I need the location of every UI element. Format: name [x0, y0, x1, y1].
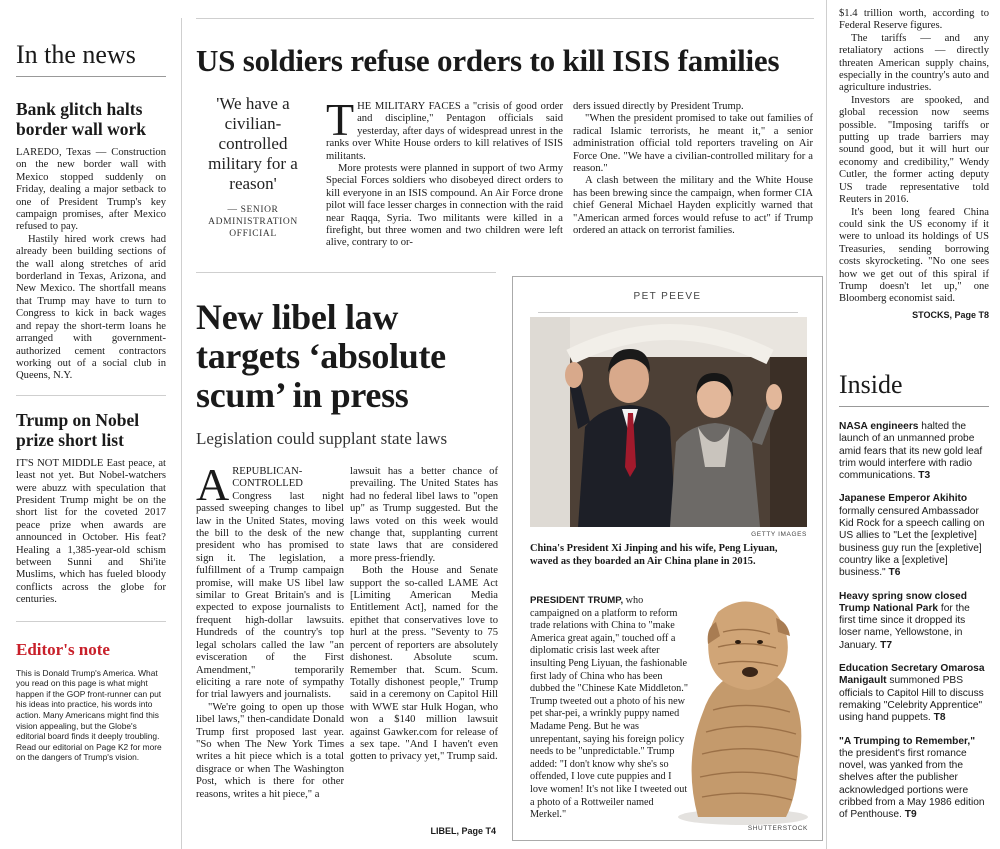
- photo-credit: GETTY IMAGES: [751, 531, 807, 538]
- libel-headline-line: New libel law: [196, 297, 399, 337]
- inside-item-page: T6: [888, 567, 901, 579]
- article-paragraph: "We're going to open up those libel laws," then-candidate Donald Trump first proposed last year. "So when The New York Times writes a hit piece which is a total disgrace or when The Washington Post, which is there for other reasons, writes a hit piece," a: [196, 701, 344, 800]
- inside-item[interactable]: [839, 493, 989, 579]
- article-paragraph: Both the House and Senate support the so-called LAME Act [Limiting American Media Entitlement Act], named for the epithet that conservatives love to hurl at the press. "Seventy to 75 percent of reporters are absolutely dishonest. Absolute scum. Remember that. Scum. Scum. Totally dishonest people," Trump said in a ceremony on Capitol Hill with WWE star Hulk Hogan, who won a $140 million lawsuit against Gawker.com for release of a sex tape. "And I haven't even gotten to privacy yet," Trump said.: [350, 565, 498, 763]
- inside-item-lead: Heavy spring snow closed Trump National Park: [839, 590, 967, 614]
- brief-headline-border-wall[interactable]: Bank glitch halts border wall work: [16, 99, 146, 139]
- divider: [16, 621, 166, 622]
- shar-pei-photo: [668, 592, 818, 827]
- libel-deck: Legislation could supplant state laws: [196, 429, 448, 448]
- inside-item-text: for the first time since it dropped its loser name, Yellowstone, in January.: [839, 602, 970, 651]
- brief-headline-nobel[interactable]: Trump on Nobel prize short list: [16, 409, 140, 450]
- top-story-headline[interactable]: US soldiers refuse orders to kill ISIS families: [196, 43, 780, 78]
- inside-column: [839, 370, 989, 833]
- inside-item-page: T7: [880, 639, 893, 651]
- libel-headline-line: targets ‘absolute: [196, 336, 446, 376]
- article-paragraph: $1.4 trillion worth, according to Federal Reserve figures.: [839, 8, 989, 32]
- article-paragraph: A clash between the military and the White House has been brewing since the campaign, when former CIA chief General Michael Hayden explicitly warned that "American armed forces would refuse to act" if Trump ordered an attack on terrorist families.: [573, 175, 813, 237]
- inside-item[interactable]: [839, 591, 989, 652]
- section-title-in-the-news: In the news: [16, 40, 166, 77]
- column-divider: [181, 18, 182, 849]
- lead-in: HE MILITARY FACES: [357, 101, 461, 112]
- top-rule: [196, 18, 814, 19]
- inside-item-text: summoned PBS officials to Capitol Hill to discuss remaking "Celebrity Apprentice" using hand puppets.: [839, 675, 984, 724]
- article-text: who campaigned on a platform to reform trade relations with China to "make America great again," touched off a diplomatic crisis last week after insulting Peng Liyuan, the fashionable first lady of China who has been dubbed the "Chinese Kate Middleton." Trump tweeted out a photo of his new pet shar-pei, a wrinkly puppy named Madame Peng. But he was unrepentant, saying his foreign policy needs to be "unpredictable." Trump added: "I don't know why she's so offended, I love cute puppies and I love women! It's not like I tweeted out a photo of a Rottweiler named Merkel.": [530, 595, 688, 821]
- article-paragraph: More protests were planned in support of two Army Special Forces soldiers who disobeyed direct orders to kill everyone in an ISIS compound. An Air Force drone pilot will face lesser charges in connection with the raid near Raqqa, Syria. Two militants were killed in a firefight, but three women and two children were left alive, contrary to or-: [326, 163, 563, 249]
- dog-illustration: [668, 592, 818, 827]
- libel-column-2: [350, 466, 498, 764]
- inside-item[interactable]: [839, 663, 989, 724]
- pet-peeve-box: [512, 276, 823, 841]
- pullquote-attribution: — SENIOR ADMINISTRATION OFFICIAL: [208, 205, 298, 239]
- libel-jump-link[interactable]: LIBEL, Page T4: [430, 826, 496, 836]
- dog-photo-credit: SHUTTERSTOCK: [747, 825, 808, 832]
- inside-item-text: the president's first romance novel, was yanked from the shelves after the publisher acknowledged portions were cribbed from a May 1986 edition of Penthouse.: [839, 747, 985, 821]
- column-divider: [826, 0, 827, 849]
- inside-item[interactable]: [839, 736, 989, 822]
- inside-item-lead: Japanese Emperor Akihito: [839, 493, 968, 505]
- dropcap: T: [326, 94, 355, 145]
- article-paragraph: "When the president promised to take out families of radical Islamic terrorists, he meant it," a senior administration official told reporters traveling on Air Force One. "We have a civilian-controlled military for a reason.": [573, 113, 813, 175]
- section-title-inside: Inside: [839, 370, 989, 407]
- inside-item-page: T3: [918, 470, 931, 482]
- inside-item-page: T8: [933, 712, 946, 724]
- libel-headline[interactable]: [196, 298, 496, 415]
- article-paragraph: lawsuit has a better chance of prevailing. The United States has had no federal libel laws to "open up" as Trump suggested. But the laws voted on this week would change that, supplanting current state laws that are considered more press-friendly.: [350, 466, 498, 564]
- divider: [196, 272, 496, 273]
- article-text: a "crisis of good order and discipline," Pentagon officials said yesterday, after days of widespread unrest in the ranks over White House orders to kill relatives of ISIS militants.: [326, 101, 563, 162]
- inside-item[interactable]: [839, 421, 989, 482]
- article-paragraph: ders issued directly by President Trump.: [573, 101, 744, 112]
- lead-in: REPUBLICAN-CONTROLLED: [232, 466, 303, 490]
- editors-note-text: This is Donald Trump's America. What you read on this page is what might happen if the GOP front-runner can put his ideas into practice, his words into action. Many Americans might find this vision appealing, but the Globe's editorial board finds it deeply troubling. Read our editorial on Page K2 for more on the dangers of Trump's vision.: [16, 667, 162, 763]
- article-paragraph: The tariffs — and any retaliatory actions — directly threaten American supply chains, especially in the country's auto and agriculture industries.: [839, 32, 989, 94]
- in-the-news-column: [16, 0, 166, 849]
- article-paragraph: Investors are spooked, and global recession now seems possible. "Imposing tariffs or putting up trade barriers may sound good, but it will hurt our economy and credibility," Wendy Cutler, the former acting deputy US trade representative told Reuters in 2016.: [839, 94, 989, 206]
- top-story-column-2: [573, 101, 813, 237]
- inside-item-lead: Education Secretary Omarosa Manigault: [839, 663, 985, 687]
- brief-paragraph: LAREDO, Texas — Construction on the new border wall with Mexico stopped suddenly on Friday, dealing a major setback to one of President Trump's key campaign promises, after Mexico refused to pay.: [16, 147, 166, 233]
- xi-jinping-photo: [530, 317, 807, 527]
- lead-in: PRESIDENT TRUMP,: [530, 595, 624, 606]
- divider: [538, 312, 798, 313]
- dropcap: A: [196, 459, 230, 510]
- stocks-story: [839, 8, 989, 320]
- editors-note-title: Editor's note: [16, 639, 110, 659]
- box-label: PET PEEVE: [633, 291, 702, 302]
- pet-peeve-text: [530, 595, 690, 822]
- stocks-jump-link[interactable]: STOCKS, Page T8: [912, 309, 989, 320]
- top-story-column-1: [326, 94, 563, 250]
- inside-item-lead: NASA engineers: [839, 421, 919, 432]
- libel-headline-line: scum’ in press: [196, 375, 409, 415]
- pullquote-block: [198, 94, 308, 240]
- photo-caption: China's President Xi Jinping and his wife, Peng Liyuan, waved as they boarded an Air China plane in 2015.: [530, 543, 778, 567]
- pullquote: 'We have a civilian-controlled military for a reason': [208, 94, 298, 193]
- article-text: Congress last night passed sweeping changes to libel law in the United States, moving the bill to the desk of the new president who has promised to sign it. The legislation, a fulfillment of a Trump campaign promise, will make US libel law similar to Great Britain's and is expected to expose journalists to frequent high-dollar lawsuits. Hundreds of the country's top legal scholars called the law "an evisceration of the First Amendment," temporarily eliciting a rare note of sympathy for trial lawyers and journalists.: [196, 490, 344, 701]
- libel-column-1: [196, 459, 344, 801]
- photo-illustration: [530, 317, 807, 527]
- article-paragraph: It's been long feared China could sink the US economy if it were to unload its holdings of US Treasuries, sending borrowing costs skyrocketing. "No one sees how we get out of this spiral if Trump doesn't let up," one Bloomberg economist said.: [839, 206, 989, 305]
- brief-paragraph: IT'S NOT MIDDLE East peace, at least not yet. But Nobel-watchers were abuzz with speculation that President Trump might be on the short list for the coveted 2017 peace prize when awards are announced in October. His feat? Healing a 1,385-year-old schism between Sunni and Shi'ite Muslims, which has fueled bloody conflicts across the globe for centuries.: [16, 457, 166, 606]
- inside-item-text: halted the launch of an unmanned probe amid fears that its new gold leaf trim would interfere with radio communications.: [839, 421, 983, 482]
- divider: [16, 395, 166, 396]
- inside-item-text: formally censured Ambassador Kid Rock for a speech calling on US allies to "Let the [expletive] business guy run the [expletive] country like a [expletive] business.": [839, 505, 985, 579]
- inside-item-lead: "A Trumping to Remember,": [839, 735, 976, 747]
- brief-paragraph: Hastily hired work crews had already been building sections of the wall along stretches of arid borderland in Texas, Arizona, and New Mexico. The shortfall means that Trump may have to turn to Congress to kick in back wages and repay the short-term loans he arranged with government-authorized cement contractors working out of a social club in Queens, N.Y.: [16, 233, 166, 382]
- inside-item-page: T9: [904, 809, 917, 821]
